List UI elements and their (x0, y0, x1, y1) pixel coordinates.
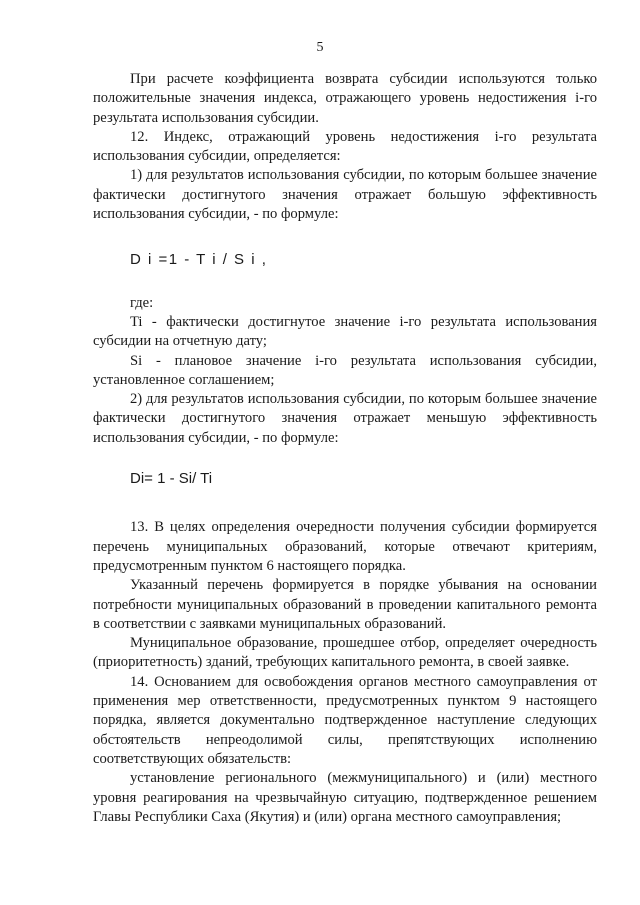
paragraph-13: 13. В целях определения очередности получения субсидии формируется перечень муниципальных образований, которые отвечают критериям, предусмотренным пунктом 6 настоящего порядка. (93, 519, 597, 574)
paragraph-12-item-1: 1) для результатов использования субсидии, по которым большее значение фактически достигнутого значения отражает большую эффективность использования субсидии, - по формуле: (93, 167, 597, 223)
document-body (93, 70, 597, 827)
paragraph-13-list: Указанный перечень формируется в порядке убывания на основании потребности муниципальных образований в проведении капитального ремонта в соответствии с заявками муниципальных образований. (93, 577, 597, 632)
paragraph-14-item: установление регионального (межмуниципального) и (или) местного уровня реагирования на чрезвычайную ситуацию, подтвержденное решением Главы Республики Саха (Якутия) и (или) органа местного самоуправления; (93, 770, 597, 825)
page-number: 5 (316, 40, 324, 55)
paragraph-12-item-2: 2) для результатов использования субсидии, по которым большее значение фактически достигнутого значения отражает меньшую эффективность использования субсидии, - по формуле: (93, 391, 597, 446)
paragraph-13-priority: Муниципальное образование, прошедшее отбор, определяет очередность (приоритетность) зданий, требующих капитального ремонта, в своей заявке. (93, 635, 597, 671)
paragraph-ti-definition: Ti - фактически достигнутое значение i-го результата использования субсидии на отчетную дату; (93, 313, 597, 350)
paragraph-14: 14. Основанием для освобождения органов местного самоуправления от применения мер ответственности, предусмотренных пунктом 9 настоящего порядка, является документально подтвержденное наступление следующих обстоятельств непреодолимой силы, препятствующих исполнению соответствующих обязательств: (93, 673, 597, 767)
paragraph-si-definition: Si - плановое значение i-го результата использования субсидии, установленное соглашением; (93, 352, 597, 388)
paragraph-12: 12. Индекс, отражающий уровень недостижения i-го результата использования субсидии, определяется: (93, 128, 597, 165)
formula-1: D i =1 - T i / S i , (130, 251, 268, 269)
paragraph-where: где: (130, 294, 154, 311)
paragraph-coefficient-note: При расчете коэффициента возврата субсидии используются только положительные значения индекса, отражающего уровень недостижения i-го результата использования субсидии. (93, 71, 597, 126)
formula-2: Di= 1 - Si/ Ti (130, 470, 213, 488)
